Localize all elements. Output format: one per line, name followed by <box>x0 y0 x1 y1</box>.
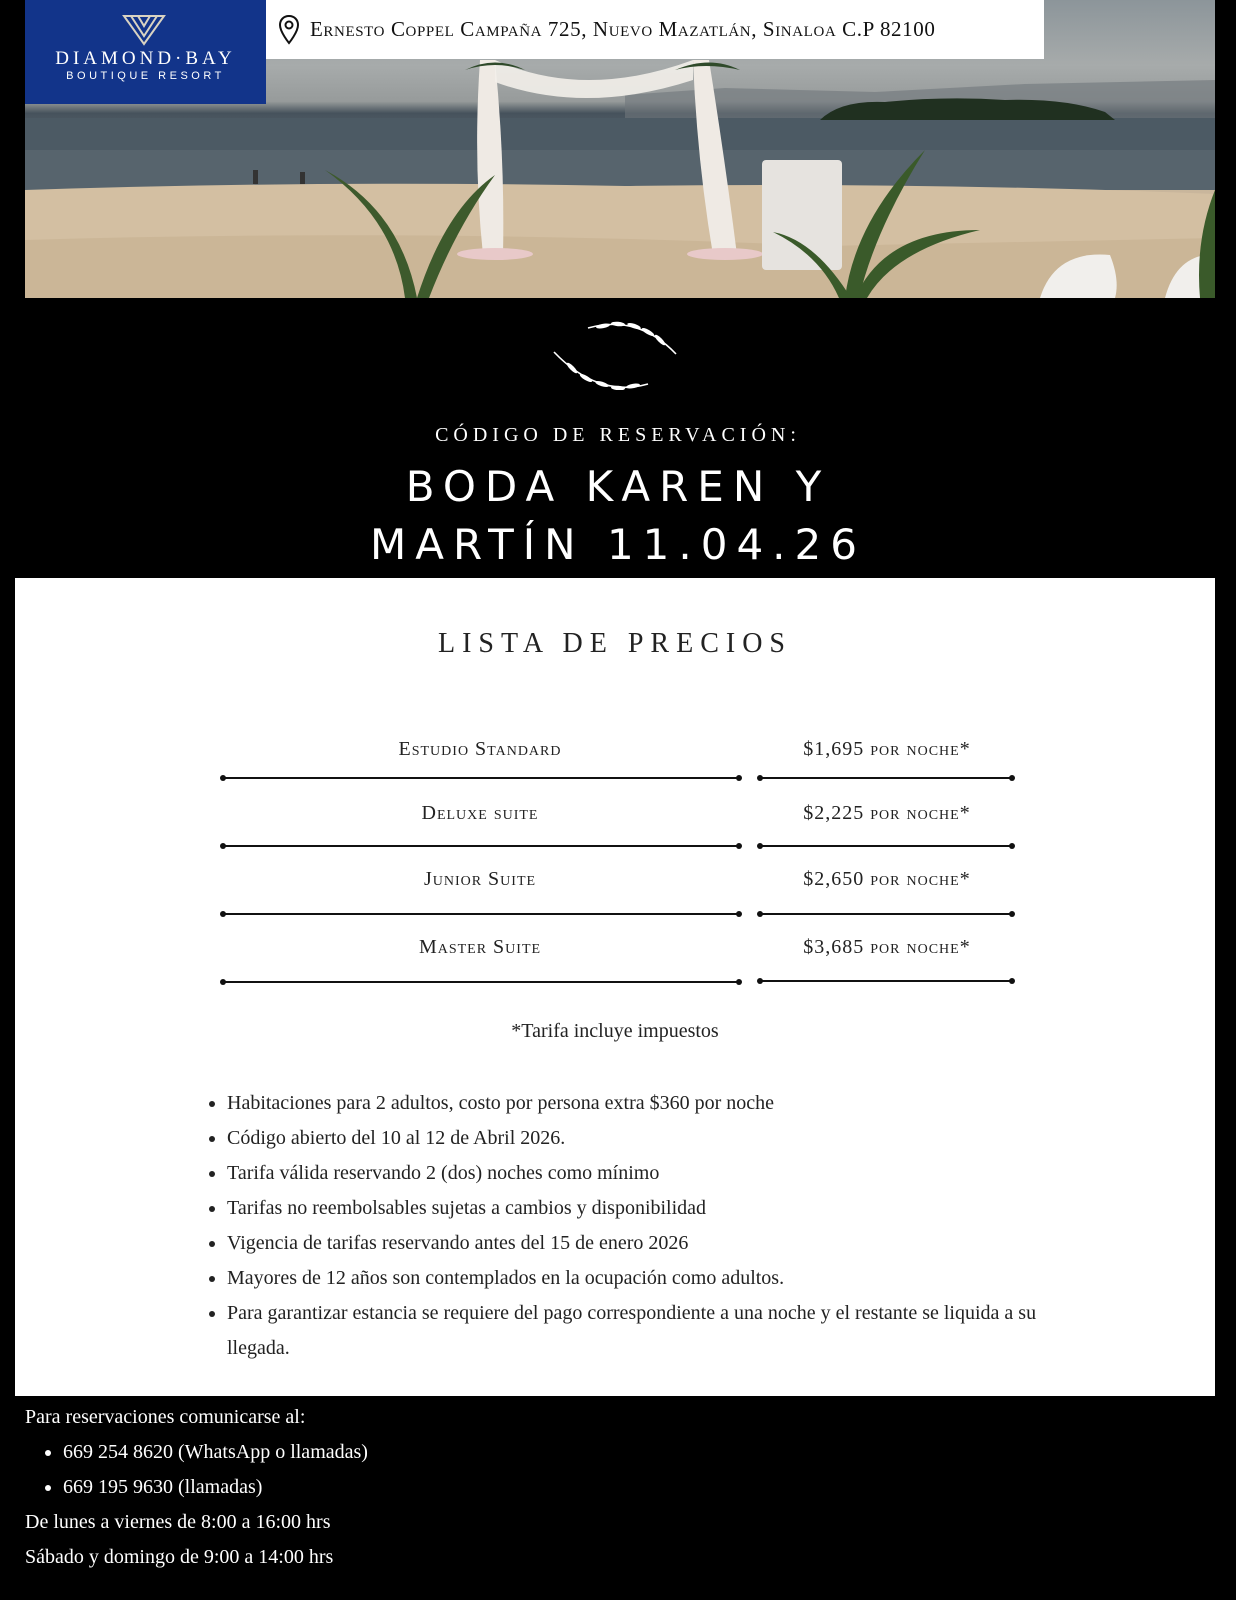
room-price: $1,695 por noche* <box>803 738 971 760</box>
divider <box>223 981 739 983</box>
contact-intro: Para reservaciones comunicarse al: <box>25 1406 306 1428</box>
divider <box>223 777 739 779</box>
list-item: • Habitaciones para 2 adultos, costo por persona extra $360 por noche <box>227 1086 1087 1121</box>
room-price: $2,650 por noche* <box>803 868 971 890</box>
hours-weekend: Sábado y domingo de 9:00 a 14:00 hrs <box>25 1546 334 1568</box>
reservation-code-label: CÓDIGO DE RESERVACIÓN: <box>435 424 801 446</box>
room-name: Deluxe suite <box>421 802 539 824</box>
divider <box>223 845 739 847</box>
divider <box>760 980 1012 982</box>
reservation-title <box>0 458 1236 574</box>
phone-number[interactable]: • 669 195 9630 (llamadas) <box>63 1470 1025 1505</box>
logo-subtitle: BOUTIQUE RESORT <box>66 70 225 82</box>
phone-number[interactable]: • 669 254 8620 (WhatsApp o llamadas) <box>63 1435 1025 1470</box>
list-item: • Tarifas no reembolsables sujetas a cambios y disponibilidad <box>227 1191 1087 1226</box>
divider <box>760 845 1012 847</box>
conditions-list <box>205 1086 1087 1366</box>
room-name: Junior Suite <box>423 868 537 890</box>
divider <box>760 777 1012 779</box>
price-list-card <box>15 578 1215 1396</box>
reservation-title-line1: BODA KAREN Y <box>405 462 831 511</box>
list-item: • Para garantizar estancia se requiere del pago correspondiente a una noche y el restante se liquida a su llegada. <box>227 1296 1087 1366</box>
phone-list <box>25 1435 1025 1505</box>
tax-note: *Tarifa incluye impuestos <box>511 1020 719 1042</box>
divider <box>223 913 739 915</box>
room-price: $3,685 por noche* <box>803 936 971 958</box>
divider <box>760 913 1012 915</box>
list-item: • Vigencia de tarifas reservando antes del 15 de enero 2026 <box>227 1226 1087 1261</box>
list-item: • Tarifa válida reservando 2 (dos) noches como mínimo <box>227 1156 1087 1191</box>
room-price: $2,225 por noche* <box>803 802 971 824</box>
contact-footer <box>25 1400 1025 1575</box>
room-name: Estudio Standard <box>398 738 562 760</box>
location-pin-icon <box>278 14 300 46</box>
hours-weekday: De lunes a viernes de 8:00 a 16:00 hrs <box>25 1511 331 1533</box>
room-name: Master Suite <box>418 936 542 958</box>
price-list-title: LISTA DE PRECIOS <box>437 628 792 659</box>
logo-name: DIAMOND·BAY <box>55 48 236 69</box>
address-bar <box>266 0 1044 59</box>
diamond-logo-icon <box>122 14 166 46</box>
address-text: Ernesto Coppel Campaña 725, Nuevo Mazatlán, Sinaloa C.P 82100 <box>310 17 936 41</box>
list-item: • Mayores de 12 años son contemplados en la ocupación como adultos. <box>227 1261 1087 1296</box>
reservation-title-line2: MARTÍN 11.04.26 <box>370 520 866 569</box>
wreath-ornament-icon <box>548 318 688 390</box>
list-item: • Código abierto del 10 al 12 de Abril 2026. <box>227 1121 1087 1156</box>
resort-logo <box>25 0 266 104</box>
